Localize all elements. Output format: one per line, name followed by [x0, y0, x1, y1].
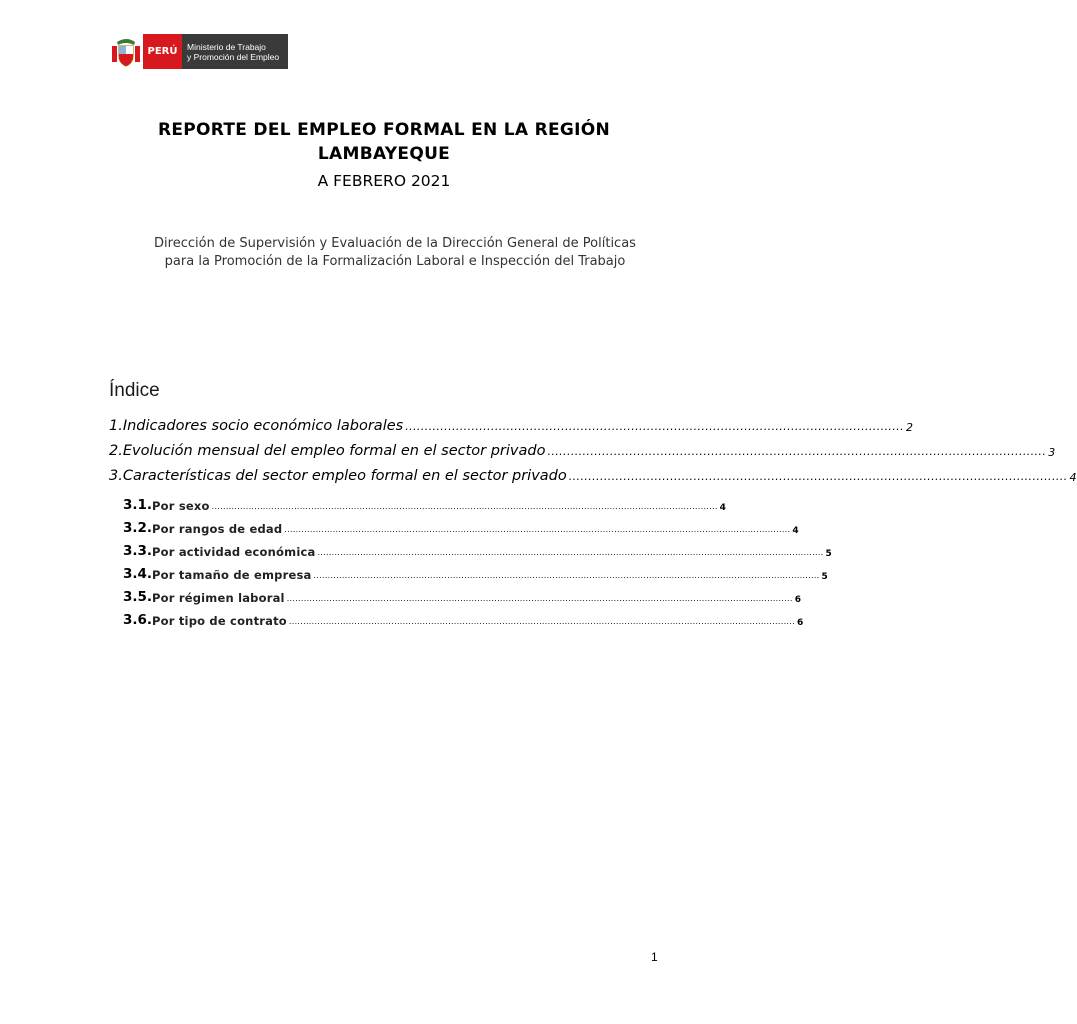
toc-subitem-page: 5 [825, 549, 832, 559]
toc-subitem-number: 3.1. [123, 497, 153, 513]
toc-item-label: Evolución mensual del empleo formal en el sector privado [122, 443, 546, 459]
coat-of-arms-icon [109, 34, 143, 69]
toc-subitem-label: Por régimen laboral [152, 591, 285, 605]
toc-subitem-3-3[interactable] [109, 536, 832, 559]
toc-subitem-label: Por tamaño de empresa [152, 568, 312, 582]
ministry-name-line2: y Promoción del Empleo [187, 51, 280, 62]
direction-text [0, 235, 790, 271]
toc-subitem-3-5[interactable] [109, 582, 801, 605]
toc-item-number: 2. [109, 443, 123, 459]
toc-leader-dots: .................................................................................................................................................................................. [286, 594, 793, 603]
toc-leader-dots: .................................................................................................................................................................................. [317, 548, 824, 557]
toc-item-number: 1. [109, 418, 123, 434]
ministry-name [182, 34, 288, 69]
ministry-logo [109, 34, 288, 69]
toc-subitem-3-2[interactable] [109, 513, 799, 536]
toc-leader-dots: ................................................................................................................................ [405, 420, 904, 433]
toc-leader-dots: .................................................................................................................................................................................. [284, 525, 791, 534]
toc-subitem-3-6[interactable] [109, 605, 804, 628]
toc-item-3[interactable] [109, 459, 1077, 484]
toc-subitem-page: 6 [796, 618, 804, 628]
toc-subitem-label: Por rangos de edad [152, 522, 283, 536]
toc-leader-dots: .................................................................................................................................................................................. [288, 617, 795, 626]
toc-subitem-number: 3.6. [123, 612, 153, 628]
country-label: PERÚ [143, 34, 182, 69]
table-of-contents [109, 409, 1077, 628]
toc-subitem-3-4[interactable] [109, 559, 828, 582]
toc-leader-dots: .................................................................................................................................................................................. [211, 502, 718, 511]
toc-subitem-page: 4 [719, 503, 726, 513]
ministry-name-line1: Ministerio de Trabajo [187, 41, 266, 52]
direction-line2: para la Promoción de la Formalización Laboral e Inspección del Trabajo [164, 254, 626, 269]
document-subtitle: A FEBRERO 2021 [317, 172, 451, 190]
page-number: 1 [651, 950, 658, 964]
toc-leader-dots: ................................................................................................................................ [568, 470, 1068, 483]
direction-line1: Dirección de Supervisión y Evaluación de la Dirección General de Políticas [154, 236, 636, 251]
toc-subitem-label: Por sexo [152, 499, 210, 513]
toc-subitem-number: 3.2. [123, 520, 153, 536]
toc-subitem-page: 5 [821, 572, 828, 582]
document-title-line2: LAMBAYEQUE [317, 144, 451, 164]
toc-subitem-number: 3.5. [123, 589, 153, 605]
toc-item-number: 3. [109, 468, 123, 484]
toc-item-label: Características del sector empleo formal en el sector privado [122, 468, 567, 484]
document-title [0, 118, 768, 166]
toc-item-page: 4 [1069, 471, 1077, 484]
toc-subitem-label: Por actividad económica [152, 545, 316, 559]
toc-subitem-number: 3.3. [123, 543, 153, 559]
toc-subitem-page: 6 [794, 595, 801, 605]
toc-leader-dots: .................................................................................................................................................................................. [313, 571, 820, 580]
toc-subitem-label: Por tipo de contrato [152, 614, 287, 628]
toc-subitem-page: 4 [792, 526, 799, 536]
toc-subitem-number: 3.4. [123, 566, 153, 582]
toc-item-1[interactable] [109, 409, 913, 434]
toc-item-2[interactable] [109, 434, 1056, 459]
toc-item-page: 2 [905, 421, 913, 434]
toc-item-page: 3 [1048, 446, 1056, 459]
document-title-line1: REPORTE DEL EMPLEO FORMAL EN LA REGIÓN [157, 120, 611, 140]
index-heading: Índice [109, 380, 160, 401]
toc-item-label: Indicadores socio económico laborales [122, 418, 404, 434]
toc-subitem-3-1[interactable] [109, 490, 726, 513]
toc-leader-dots: ................................................................................................................................ [547, 445, 1047, 458]
